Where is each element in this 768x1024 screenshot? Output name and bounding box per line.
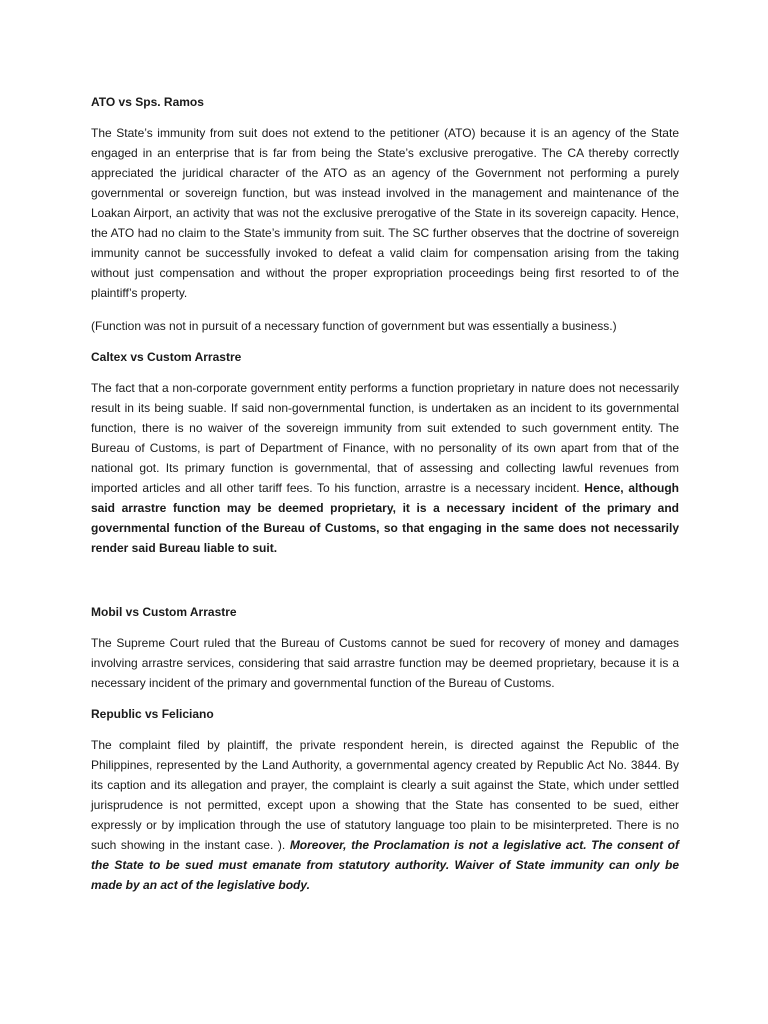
case-note-ato-vs-ramos: (Function was not in pursuit of a necessary function of government but was essentially a business.) <box>91 319 617 333</box>
case-heading-caltex: Caltex vs Custom Arrastre <box>91 350 242 364</box>
feliciano-text-plain: The complaint filed by plaintiff, the private respondent herein, is directed against the Republic of the Philippines, represented by the Land Authority, a governmental agency created by Republic Act No. 3844. By its caption and its allegation and prayer, the complaint is clearly a suit against the State, which under settled jurisprudence is not permitted, except upon a showing that the State has consented to be sued, either expressly or by implication through the use of statutory language too plain to be misinterpreted. There is no such showing in the instant case. ). <box>91 738 679 852</box>
feliciano-text-bold-italic: Moreover, the Proclamation is not a legislative act. The consent of the State to be sued must emanate from statutory authority. Waiver of State immunity can only be made by an act of the legislative body. <box>91 838 680 892</box>
case-paragraph-caltex <box>91 378 679 558</box>
case-paragraph-mobil: The Supreme Court ruled that the Bureau of Customs cannot be sued for recovery of money and damages involving arrastre services, considering that said arrastre function may be deemed proprietary, because it is a necessary incident of the primary and governmental function of the Bureau of Customs. <box>91 636 679 690</box>
case-heading-republic-vs-feliciano: Republic vs Feliciano <box>91 707 214 721</box>
section-spacer <box>91 571 679 604</box>
caltex-text-bold: Hence, although said arrastre function may be deemed proprietary, it is a necessary incident of the primary and governmental function of the Bureau of Customs, so that engaging in the same does not necessarily render said Bureau liable to suit. <box>91 481 680 555</box>
case-paragraph-ato-vs-ramos: The State’s immunity from suit does not extend to the petitioner (ATO) because it is an agency of the State engaged in an enterprise that is far from being the State’s exclusive prerogative. The CA thereby correctly appreciated the juridical character of the ATO as an agency of the Government not performing a purely governmental or sovereign function, but was instead involved in the management and maintenance of the Loakan Airport, an activity that was not the exclusive prerogative of the State in its sovereign capacity. Hence, the ATO had no claim to the State’s immunity from suit. The SC further observes that the doctrine of sovereign immunity cannot be successfully invoked to defeat a valid claim for compensation arising from the taking without just compensation and without the proper expropriation proceedings being first resorted to of the plaintiff’s property. <box>91 126 679 300</box>
case-heading-mobil: Mobil vs Custom Arrastre <box>91 605 237 619</box>
case-paragraph-republic-vs-feliciano <box>91 735 679 895</box>
case-heading-ato-vs-ramos: ATO vs Sps. Ramos <box>91 95 204 109</box>
document-page <box>91 94 679 908</box>
caltex-text-plain: The fact that a non-corporate government entity performs a function proprietary in nature does not necessarily result in its being suable. If said non-governmental function, is undertaken as an incident to its governmental function, there is no waiver of the sovereign immunity from suit extended to such government entity. The Bureau of Customs, is part of Department of Finance, with no personality of its own apart from that of the national got. Its primary function is governmental, that of assessing and collecting lawful revenues from imported articles and all other tariff fees. To his function, arrastre is a necessary incident. <box>91 381 679 495</box>
